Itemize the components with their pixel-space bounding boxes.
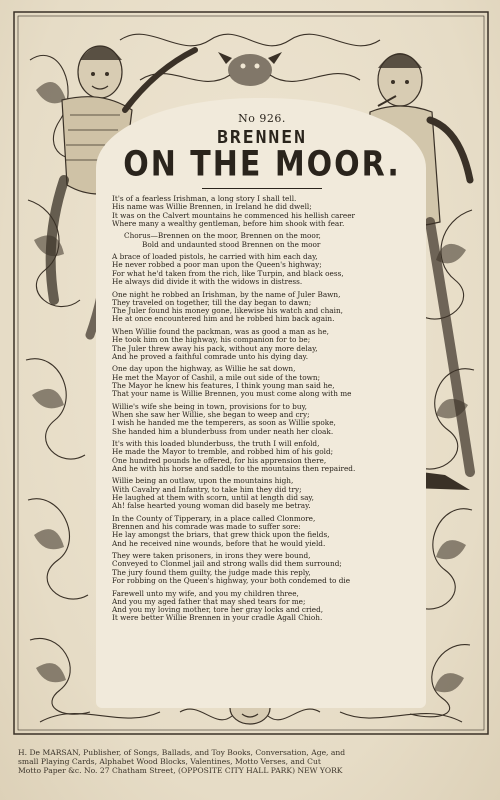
verse-1 (112, 195, 412, 228)
verse-line: Conveyed to Clonmel jail and strong walls did them surround; (112, 559, 342, 569)
title-line-1: BRENNEN (217, 127, 307, 148)
verse-line: That your name is Willie Brennen, you must come along with me (112, 389, 352, 399)
verse-line: The Juler found his money gone, likewise his watch and chain, (112, 306, 343, 316)
verse-line: It was on the Calvert mountains he commenced his hellish career (112, 210, 356, 220)
verse-line: He always did divide it with the widows in distress. (112, 277, 303, 287)
verse-2 (112, 253, 412, 286)
verse-4 (112, 328, 412, 361)
verse-line: And you my loving mother, tore her gray locks and cried, (112, 605, 324, 615)
title-line-2: ON THE MOOR. (123, 144, 401, 185)
verse-line: In the County of Tipperary, in a place called Clonmore, (112, 513, 316, 523)
verse-line: Willie being an outlaw, upon the mountains high, (112, 476, 294, 486)
verse-line: Willie's wife she being in town, provisions for to buy, (112, 401, 308, 411)
verse-3 (112, 291, 412, 324)
song-number: No 926. (238, 112, 286, 125)
verse-line: They were taken prisoners, in irons they were bound, (112, 551, 311, 561)
verse-line: And he proved a faithful comrade unto his dying day. (112, 351, 309, 361)
verse-line: He took him on the highway, his companion for to be; (112, 335, 311, 345)
verse-line: The Mayor he knew his features, I think young man said he, (112, 380, 335, 390)
verses (112, 195, 412, 623)
verse-line: He lay amongst the briars, that grew thick upon the fields, (112, 530, 330, 540)
verse-6 (112, 403, 412, 436)
verse-line: For what he'd taken from the rich, like Turpin, and black oess, (112, 268, 344, 278)
chorus-line: Bold and undaunted stood Brennen on the moor (142, 239, 321, 249)
verse-line: For robbing on the Queen's highway, your both condemed to die (112, 576, 351, 586)
verse-line: One night he robbed an Irishman, by the name of Juler Bawn, (112, 289, 341, 299)
verse-7 (112, 440, 412, 473)
verse-line: It's of a fearless Irishman, a long story I shall tell. (112, 194, 297, 203)
verse-line: When Willie found the packman, was as good a man as he, (112, 326, 330, 336)
verse-line: One day upon the highway, as Willie he sat down, (112, 364, 296, 374)
verse-line: Brennen and his comrade was made to suffer sore: (112, 522, 301, 532)
verse-line: The Juler threw away his pack, without any more delay, (112, 343, 318, 353)
verse-line: I wish he handed me the temperers, as soon as Willie spoke, (112, 418, 336, 428)
verse-line: She handed him a blunderbuss from under neath her cloak. (112, 426, 334, 436)
verse-line: One hundred pounds he offered, for his apprension there, (112, 455, 327, 465)
chorus-line: Chorus—Brennen on the moor, Brennen on the moor, (124, 231, 321, 241)
verse-line: A brace of loaded pistols, he carried with him each day, (112, 252, 318, 262)
verse-line: Where many a wealthy gentleman, before him shook with fear. (112, 218, 345, 228)
imprint-line: small Playing Cards, Alphabet Wood Blocks, Valentines, Motto Verses, and Cut (18, 757, 321, 766)
song-content (112, 108, 412, 708)
verse-line: He made the Mayor to tremble, and robbed him of his gold; (112, 447, 334, 457)
verse-line: The jury found them guilty, the judge made this reply, (112, 567, 311, 577)
verse-line: And he with his horse and saddle to the mountains then repaired. (112, 463, 356, 473)
chorus (112, 232, 412, 249)
title-divider (202, 188, 322, 189)
verse-10 (112, 552, 412, 585)
verse-line: He at once encountered him and he robbed him back again. (112, 314, 335, 324)
verse-5 (112, 365, 412, 398)
verse-11 (112, 590, 412, 623)
verse-line: He met the Mayor of Cashil, a mile out side of the town; (112, 372, 321, 382)
verse-9 (112, 515, 412, 548)
verse-line: It were better Willie Brennen in your cradle Agall Chioh. (112, 613, 323, 623)
verse-line: It's with this loaded blunderbuss, the truth I will enfold, (112, 439, 320, 449)
verse-line: Farewell unto my wife, and you my children three, (112, 588, 299, 598)
verse-line: They traveled on together, till the day began to dawn; (112, 297, 312, 307)
imprint-line: Motto Paper &c. No. 27 Chatham Street, (OPPOSITE CITY HALL PARK) NEW YORK (18, 766, 343, 775)
publisher-imprint (18, 748, 486, 775)
verse-8 (112, 477, 412, 510)
verse-line: He laughed at them with scorn, until at length did say, (112, 493, 314, 502)
verse-line: With Cavalry and Infantry, to take him they did try; (112, 484, 302, 494)
verse-line: He never robbed a poor man upon the Queen's highway; (112, 260, 322, 270)
verse-line: And you my aged father that may shed tears for me; (112, 596, 306, 606)
verse-line: His name was Willie Brennen, in Ireland he did dwell; (112, 202, 312, 212)
verse-line: When she saw her Willie, she began to weep and cry; (112, 409, 310, 419)
imprint-line: H. De MARSAN, Publisher, of Songs, Ballads, and Toy Books, Conversation, Age, and (18, 748, 346, 757)
verse-line: Ah! false hearted young woman did basely me betray. (112, 501, 311, 511)
verse-line: And he received nine wounds, before that he would yield. (112, 538, 326, 548)
